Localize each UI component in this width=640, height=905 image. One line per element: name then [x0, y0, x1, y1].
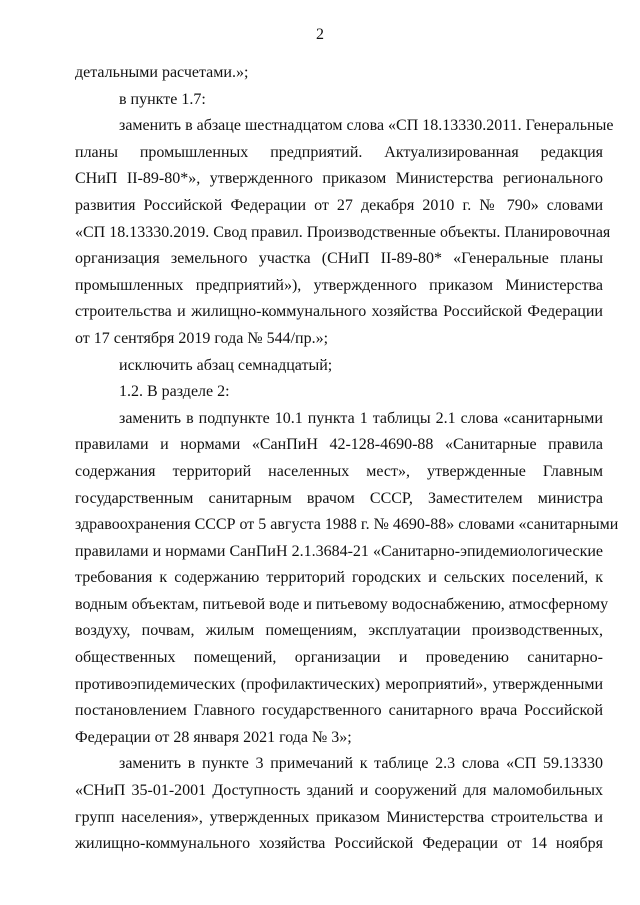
text-line: в пункте 1.7:: [119, 90, 206, 108]
text-line: СНиП II-89-80*», утвержденного приказом Министерства регионального: [75, 170, 603, 188]
text-line: общественных помещений, организации и проведению санитарно-: [75, 649, 603, 667]
text-line: развития Российской Федерации от 27 декабря 2010 г. № 790» словами: [75, 196, 603, 214]
text-line: противоэпидемических (профилактических) мероприятий», утвержденными: [75, 675, 603, 693]
text-line: детальными расчетами.»;: [75, 64, 249, 81]
text-line: организация земельного участка (СНиП II-89-80* «Генеральные планы: [75, 250, 603, 268]
text-line: исключить абзац семнадцатый;: [119, 356, 333, 374]
text-line: планы промышленных предприятий. Актуализированная редакция: [75, 143, 603, 161]
text-line: строительства и жилищно-коммунального хозяйства Российской Федерации: [75, 303, 603, 321]
text-line: заменить в абзаце шестнадцатом слова «СП 18.13330.2011. Генеральные: [119, 117, 614, 135]
page-number: 2: [316, 26, 324, 43]
text-line: жилищно-коммунального хозяйства Российской Федерации от 14 ноября: [75, 835, 603, 853]
text-line: требования к содержанию территорий городских и сельских поселений, к: [75, 569, 603, 587]
text-line: водным объектам, питьевой воде и питьевому водоснабжению, атмосферному: [75, 595, 609, 613]
text-line: государственным санитарным врачом СССР, Заместителем министра: [75, 489, 603, 507]
text-line: заменить в подпункте 10.1 пункта 1 таблицы 2.1 слова «санитарными: [119, 409, 603, 427]
text-line: содержания территорий населенных мест», утвержденные Главным: [75, 462, 603, 480]
text-line: промышленных предприятий»), утвержденного приказом Министерства: [75, 276, 603, 294]
text-line: 1.2. В разделе 2:: [119, 383, 230, 401]
text-line: Федерации от 28 января 2021 года № 3»;: [75, 728, 352, 746]
text-line: от 17 сентября 2019 года № 544/пр.»;: [75, 329, 329, 347]
text-line: «СНиП 35-01-2001 Доступность зданий и сооружений для маломобильных: [75, 782, 603, 800]
text-line: здравоохранения СССР от 5 августа 1988 г. № 4690-88» словами «санитарными: [75, 516, 619, 534]
text-line: заменить в пункте 3 примечаний к таблице 2.3 слова «СП 59.13330: [119, 755, 603, 773]
text-line: групп населения», утвержденных приказом Министерства строительства и: [75, 808, 603, 826]
text-line: постановлением Главного государственного санитарного врача Российской: [75, 702, 603, 720]
text-line: правилами и нормами СанПиН 2.1.3684-21 «Санитарно-эпидемиологические: [75, 542, 603, 560]
document-body: [75, 60, 619, 858]
text-line: правилами и нормами «СанПиН 42-128-4690-88 «Санитарные правила: [75, 436, 603, 454]
text-line: «СП 18.13330.2019. Свод правил. Производственные объекты. Планировочная: [75, 223, 611, 241]
text-line: воздуху, почвам, жилым помещениям, эксплуатации производственных,: [75, 622, 603, 640]
